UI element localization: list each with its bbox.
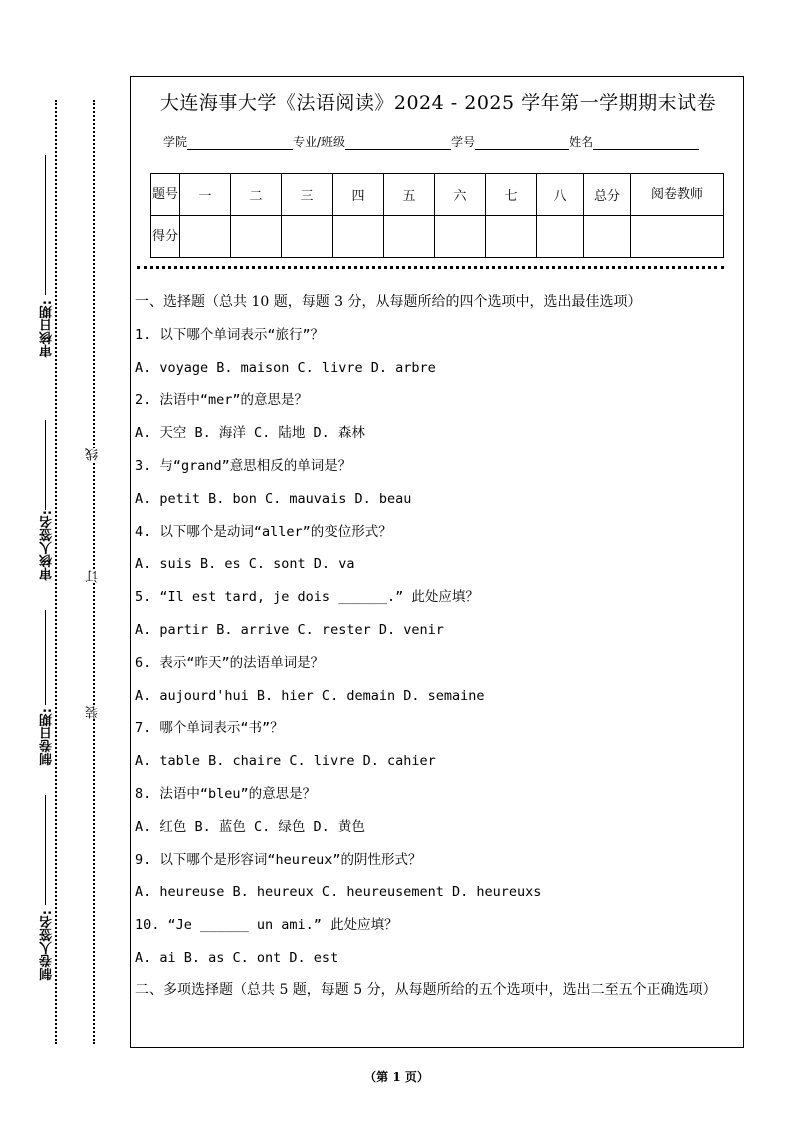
reviewer-signature-blank[interactable] bbox=[45, 420, 46, 510]
score-cell-grader[interactable] bbox=[631, 216, 724, 258]
question-8: 8. 法语中“bleu”的意思是？ bbox=[135, 785, 317, 802]
score-table bbox=[150, 173, 724, 258]
question-5: 5. “Il est tard, je dois ______.” 此处应填？ bbox=[135, 589, 479, 606]
cut-char-ding: 订 bbox=[84, 570, 104, 583]
review-date-label: 审核日期: bbox=[40, 300, 55, 358]
question-1: 1. 以下哪个单词表示“旅行”？ bbox=[135, 326, 325, 343]
reviewer-signature-label: 审核人签名: bbox=[40, 510, 55, 581]
maker-signature-blank[interactable] bbox=[45, 795, 46, 905]
cut-char-xian: 线 bbox=[84, 448, 104, 461]
score-table-header: 四 bbox=[333, 174, 384, 216]
review-date-blank[interactable] bbox=[45, 155, 46, 295]
options-8: A. 红色 B. 蓝色 C. 绿色 D. 黄色 bbox=[135, 818, 365, 835]
question-4: 4. 以下哪个是动词“aller”的变位形式？ bbox=[135, 523, 392, 540]
major-class-label: 专业/班级 bbox=[293, 135, 346, 149]
score-table-header-label: 题号 bbox=[151, 174, 180, 216]
score-cell[interactable] bbox=[180, 216, 231, 258]
score-table-header-grader: 阅卷教师 bbox=[631, 174, 724, 216]
score-table-header: 三 bbox=[282, 174, 333, 216]
section2-heading: 二、多项选择题（总共 5 题，每题 5 分，从每题所给的五个选项中，选出二至五个正确选项） bbox=[135, 981, 717, 998]
score-row-label: 得分 bbox=[151, 216, 180, 258]
score-cell[interactable] bbox=[486, 216, 537, 258]
score-cell-total[interactable] bbox=[584, 216, 631, 258]
options-2: A. 天空 B. 海洋 C. 陆地 D. 森林 bbox=[135, 425, 365, 442]
make-date-label: 制卷日期: bbox=[40, 708, 55, 766]
page-footer: （第 1 页） bbox=[364, 1070, 429, 1084]
score-cell[interactable] bbox=[282, 216, 333, 258]
score-cell[interactable] bbox=[333, 216, 384, 258]
cut-char-zhuang: 装 bbox=[84, 706, 104, 719]
score-table-header: 七 bbox=[486, 174, 537, 216]
options-9: A. heureuse B. heureux C. heureusement D. heureuxs bbox=[135, 884, 542, 901]
college-label: 学院 bbox=[163, 135, 188, 149]
name-label: 姓名 bbox=[569, 135, 594, 149]
score-cell[interactable] bbox=[537, 216, 584, 258]
question-7: 7. 哪个单词表示“书”？ bbox=[135, 720, 284, 737]
section1-heading: 一、选择题（总共 10 题，每题 3 分，从每题所给的四个选项中，选出最佳选项） bbox=[135, 294, 642, 310]
major-class-field[interactable] bbox=[345, 137, 451, 150]
name-field[interactable] bbox=[593, 137, 699, 150]
student-id-field[interactable] bbox=[475, 137, 569, 150]
options-10: A. ai B. as C. ont D. est bbox=[135, 949, 339, 966]
question-9: 9. 以下哪个是形容词“heureux”的阴性形式？ bbox=[135, 851, 422, 868]
score-cell[interactable] bbox=[435, 216, 486, 258]
score-table-header-total: 总分 bbox=[584, 174, 631, 216]
make-date-blank[interactable] bbox=[45, 610, 46, 705]
exam-title: 大连海事大学《法语阅读》2024 - 2025 学年第一学期期末试卷 bbox=[159, 92, 717, 114]
question-6: 6. 表示“昨天”的法语单词是？ bbox=[135, 654, 325, 671]
options-5: A. partir B. arrive C. rester D. venir bbox=[135, 621, 444, 638]
options-4: A. suis B. es C. sont D. va bbox=[135, 556, 355, 573]
options-1: A. voyage B. maison C. livre D. arbre bbox=[135, 359, 436, 376]
options-7: A. table B. chaire C. livre D. cahier bbox=[135, 753, 436, 770]
student-info-row bbox=[163, 133, 699, 150]
maker-signature-label: 制卷人签名: bbox=[40, 910, 55, 981]
section-separator bbox=[137, 266, 724, 269]
college-field[interactable] bbox=[187, 137, 293, 150]
question-3: 3. 与“grand”意思相反的单词是？ bbox=[135, 457, 352, 474]
options-3: A. petit B. bon C. mauvais D. beau bbox=[135, 490, 412, 507]
score-table-header: 五 bbox=[384, 174, 435, 216]
student-id-label: 学号 bbox=[451, 135, 476, 149]
options-6: A. aujourd'hui B. hier C. demain D. semaine bbox=[135, 687, 485, 704]
questions-content bbox=[135, 290, 745, 1001]
score-cell[interactable] bbox=[384, 216, 435, 258]
score-table-header: 一 bbox=[180, 174, 231, 216]
question-2: 2. 法语中“mer”的意思是？ bbox=[135, 392, 309, 409]
score-table-header: 六 bbox=[435, 174, 486, 216]
question-10: 10. “Je ______ un ami.” 此处应填？ bbox=[135, 917, 398, 934]
score-cell[interactable] bbox=[231, 216, 282, 258]
score-table-header: 二 bbox=[231, 174, 282, 216]
score-table-header: 八 bbox=[537, 174, 584, 216]
